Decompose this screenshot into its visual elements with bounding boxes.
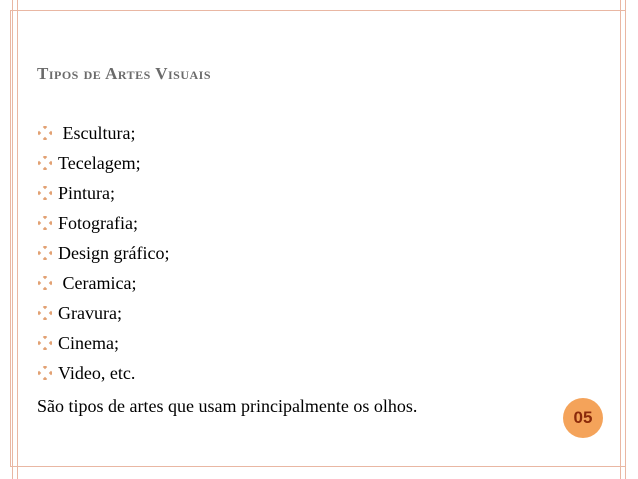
diamond-star-bullet-icon (38, 246, 52, 260)
diamond-star-bullet-icon (38, 306, 52, 320)
list-item-label: Fotografia; (58, 213, 138, 233)
list-item-label: Design gráfico; (58, 243, 170, 263)
list-item-label: Cinema; (58, 333, 119, 353)
diamond-star-bullet-icon (38, 186, 52, 200)
diamond-star-bullet-icon (38, 276, 52, 290)
list-item-label: Pintura; (58, 183, 115, 203)
list-item (38, 118, 169, 148)
list-item (38, 208, 169, 238)
list-item-label: Ceramica; (58, 273, 137, 293)
list-item (38, 268, 169, 298)
list-item (38, 178, 169, 208)
diamond-star-bullet-icon (38, 126, 52, 140)
list-item (38, 148, 169, 178)
list-item-label: Tecelagem; (58, 153, 141, 173)
list-item-label: Video, etc. (58, 363, 136, 383)
list-item (38, 238, 169, 268)
summary-text: São tipos de artes que usam principalmente os olhos. (37, 396, 418, 416)
diamond-star-bullet-icon (38, 366, 52, 380)
page-number: 05 (573, 408, 593, 427)
list-item (38, 298, 169, 328)
diamond-star-bullet-icon (38, 216, 52, 230)
bullet-list (38, 118, 169, 388)
page-number-badge (563, 398, 603, 438)
diamond-star-bullet-icon (38, 156, 52, 170)
list-item-label: Gravura; (58, 303, 122, 323)
slide-title: Tipos de Artes Visuais (37, 64, 212, 83)
list-item (38, 358, 169, 388)
list-item-label: Escultura; (58, 123, 136, 143)
list-item (38, 328, 169, 358)
diamond-star-bullet-icon (38, 336, 52, 350)
